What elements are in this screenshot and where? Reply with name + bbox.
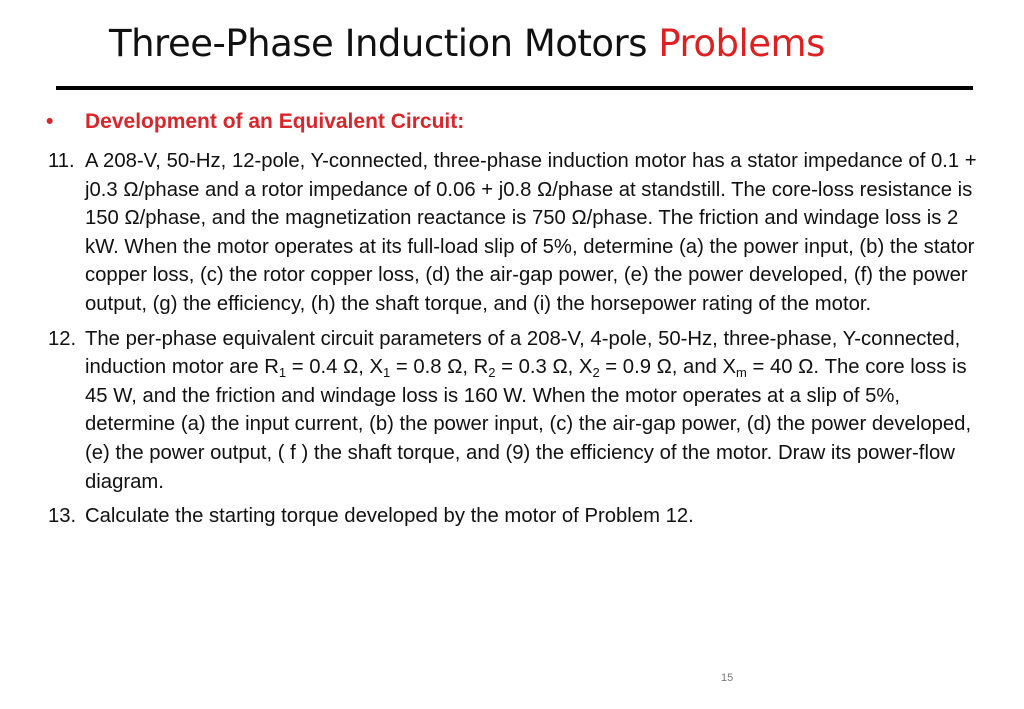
problem-text-segment: = 0.3 Ω, X [495, 356, 593, 379]
slide-title-accent: Problems [658, 22, 825, 65]
slide-title [109, 22, 825, 65]
problem-text-segment: The per-phase equivalent circuit parameters of a 208-V, 4-pole, 50-Hz, three-phase, Y-connected, induction motor are R [85, 327, 961, 379]
subscript: m [736, 365, 747, 381]
page-number: 15 [721, 672, 734, 684]
section-heading-text: Development of an Equivalent Circuit: [85, 110, 465, 133]
section-heading [46, 110, 464, 134]
bullet-icon: • [46, 110, 54, 133]
problem-item-11 [48, 147, 992, 319]
subscript: 1 [278, 365, 287, 381]
problem-item-13 [48, 502, 992, 531]
problem-number: 11. [48, 150, 75, 172]
problem-text-segment: = 40 Ω. The core loss is 45 W, and the friction and windage loss is 160 W. When the motor operates at a slip of 5%, determine (a) the input current, (b) the power input, (c) the air-gap power, (d) the power developed, (e) the power output, ( f ) the shaft torque, and (9) the efficiency of the motor. Draw its power-flow diagram. [85, 356, 972, 493]
problem-list [48, 147, 992, 537]
slide-title-main: Three-Phase Induction Motors [109, 22, 659, 65]
problem-number: 12. [48, 327, 77, 350]
problem-text [85, 325, 992, 497]
problem-text: A 208-V, 50-Hz, 12-pole, Y-connected, three-phase induction motor has a stator impedance of 0.1 + j0.3 Ω/phase and a rotor impedance of 0.06 + j0.8 Ω/phase at standstill. The core-loss resistance is 150 Ω/phase, and the magnetization reactance is 750 Ω/phase. The friction and windage loss is 2 kW. When the motor operates at its full-load slip of 5%, determine (a) the power input, (b) the stator copper loss, (c) the rotor copper loss, (d) the air-gap power, (e) the power developed, (f) the power output, (g) the efficiency, (h) the shaft torque, and (i) the horsepower rating of the motor. [85, 150, 977, 315]
problem-text-segment: = 0.4 Ω, X [286, 356, 384, 379]
problem-item-12 [48, 325, 992, 497]
problem-number: 13. [48, 505, 77, 528]
title-divider [56, 86, 973, 90]
subscript: 2 [592, 365, 600, 381]
problem-text-segment: = 0.8 Ω, R [390, 356, 489, 379]
problem-text: Calculate the starting torque developed by the motor of Problem 12. [85, 505, 694, 528]
subscript: 1 [383, 365, 391, 381]
problem-text-segment: = 0.9 Ω, and X [599, 356, 737, 379]
subscript: 2 [488, 365, 496, 381]
